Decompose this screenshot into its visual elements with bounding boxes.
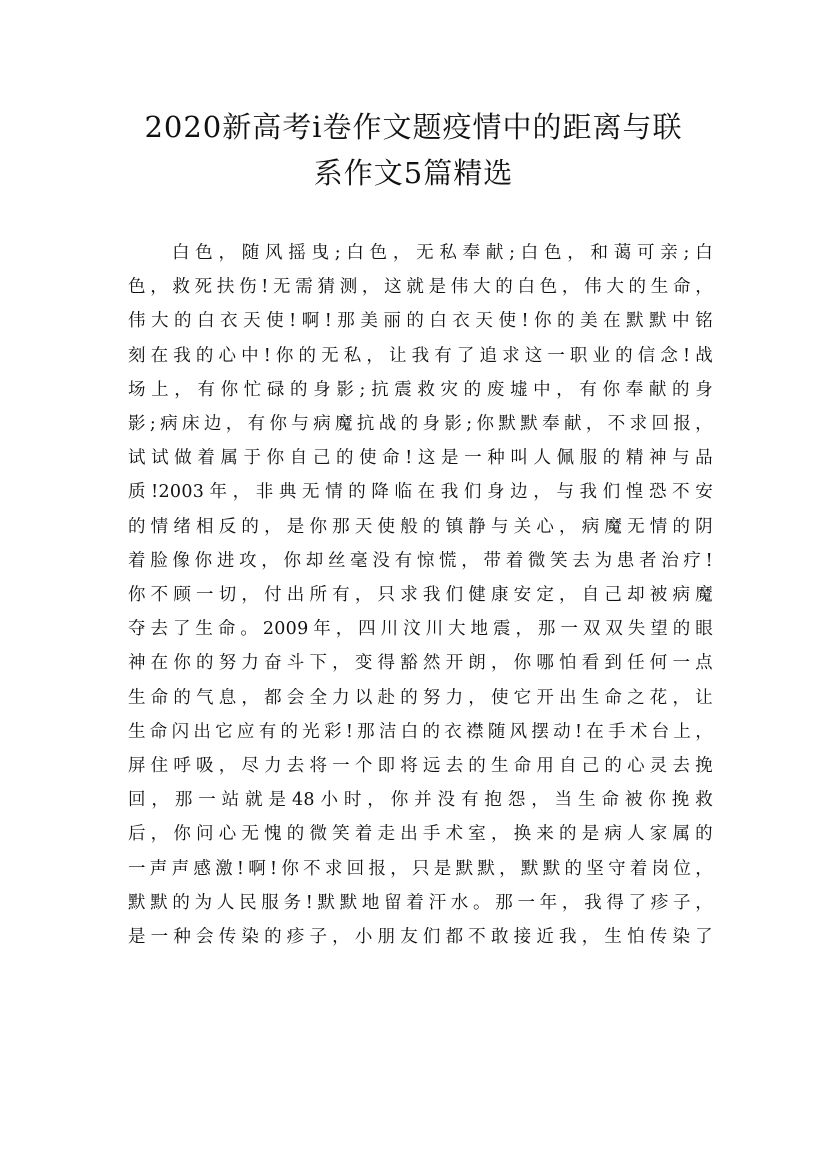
body-line: 后，你问心无愧的微笑着走出手术室，换来的是病人家属的: [128, 824, 713, 845]
body-line: 生命的气息，都会全力以赴的努力，使它开出生命之花，让: [128, 687, 713, 708]
body-line: 夺去了生命。2009年，四川汶川大地震，那一双双失望的眼: [128, 619, 713, 640]
body-line: 试试做着属于你自己的使命!这是一种叫人佩服的精神与品: [128, 448, 713, 469]
body-line: 场上，有你忙碌的身影;抗震救灾的废墟中，有你奉献的身: [128, 379, 713, 400]
document-body: [128, 236, 713, 954]
body-line: 回，那一站就是48小时，你并没有抱怨，当生命被你挽救: [128, 790, 713, 811]
body-line: 质!2003年，非典无情的降临在我们身边，与我们惶恐不安: [128, 482, 713, 503]
body-line: 着脸像你进攻，你却丝毫没有惊慌，带着微笑去为患者治疗!: [128, 550, 713, 571]
body-line: 影;病床边，有你与病魔抗战的身影;你默默奉献，不求回报，: [128, 414, 713, 435]
body-line: 刻在我的心中!你的无私，让我有了追求这一职业的信念!战: [128, 345, 713, 366]
body-line: 生命闪出它应有的光彩!那洁白的衣襟随风摆动!在手术台上，: [128, 721, 713, 742]
title-line-2: 系作文5篇精选: [313, 156, 514, 190]
body-line: 默默的为人民服务!默默地留着汗水。那一年，我得了疹子，: [128, 892, 713, 913]
body-line: 色，救死扶伤!无需猜测，这就是伟大的白色，伟大的生命，: [128, 277, 713, 298]
body-line: 屏住呼吸，尽力去将一个即将远去的生命用自己的心灵去挽: [128, 756, 713, 777]
body-line: 的情绪相反的，是你那天使般的镇静与关心，病魔无情的阴: [128, 516, 713, 537]
body-line: 伟大的白衣天使!啊!那美丽的白衣天使!你的美在默默中铭: [128, 311, 713, 332]
body-line: 是一种会传染的疹子，小朋友们都不敢接近我，生怕传染了: [128, 927, 713, 948]
document-title: [60, 104, 767, 196]
body-line: 白色，随风摇曳;白色，无私奉献;白色，和蔼可亲;白: [172, 243, 713, 263]
body-line: 一声声感激!啊!你不求回报，只是默默，默默的坚守着岗位，: [128, 858, 713, 879]
title-line-1: 2020新高考i卷作文题疫情中的距离与联: [144, 110, 683, 144]
body-line: 你不顾一切，付出所有，只求我们健康安定，自己却被病魔: [128, 585, 713, 606]
body-line: 神在你的努力奋斗下，变得豁然开朗，你哪怕看到任何一点: [128, 653, 713, 674]
